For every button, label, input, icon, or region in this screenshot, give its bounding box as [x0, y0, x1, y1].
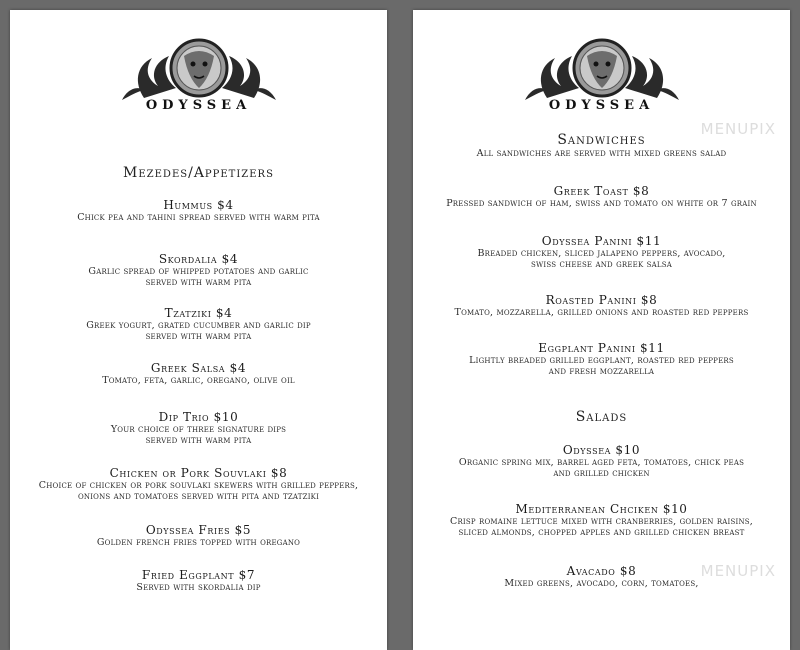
item-name: Chicken or Pork Souvlaki $8 [109, 466, 288, 480]
menu-item-hummus [10, 198, 387, 223]
item-name: Odyssea Panini $11 [541, 234, 662, 248]
logo-emblem-icon [114, 28, 284, 108]
menu-item-greek-salsa [10, 361, 387, 386]
item-name: Greek Toast $8 [553, 184, 650, 198]
section-title: Sandwiches [557, 132, 646, 148]
item-description: Crisp romaine lettuce mixed with cranberries, golden raisins, [449, 516, 754, 527]
item-name: Avacado $8 [566, 564, 637, 578]
menu-item-roasted-panini [413, 293, 790, 318]
item-description: Mixed greens, avocado, corn, tomatoes, [504, 578, 699, 589]
item-name: Dip Trio $10 [158, 410, 239, 424]
item-name: Odyssea Fries $5 [145, 523, 252, 537]
menu-item-fried-eggplant [10, 568, 387, 593]
odyssea-logo [413, 28, 790, 128]
item-description: Organic spring mix, barrel aged feta, tomatoes, chick peas [458, 457, 745, 468]
item-name: Odyssea $10 [562, 443, 641, 457]
menu-item-odyssea-panini [413, 234, 790, 270]
item-description: Pressed sandwich of ham, swiss and tomato on white or 7 grain [446, 198, 757, 209]
item-description: sliced almonds, chopped apples and grilled chicken breast [458, 527, 745, 538]
item-name: Fried Eggplant $7 [141, 568, 256, 582]
menu-item-souvlaki [10, 466, 387, 502]
menu-item-greek-toast [413, 184, 790, 209]
menu-item-odyssea-fries [10, 523, 387, 548]
section-title: Mezedes/Appetizers [123, 165, 274, 181]
item-description: Breaded chicken, sliced jalapeno peppers, avocado, [477, 248, 726, 259]
menu-page-right [413, 10, 790, 650]
item-description: served with warm pita [145, 435, 252, 446]
item-name: Roasted Panini $8 [545, 293, 658, 307]
item-description: served with warm pita [145, 277, 252, 288]
section-appetizers [10, 165, 387, 181]
item-name: Mediterranean Chciken $10 [515, 502, 688, 516]
section-salads [413, 409, 790, 425]
item-description: and fresh mozzarella [548, 366, 655, 377]
watermark: MENUPIX [700, 120, 776, 138]
menu-item-eggplant-panini [413, 341, 790, 377]
item-description: swiss cheese and greek salsa [531, 259, 672, 270]
logo-wordmark: ODYSSEA [548, 98, 655, 113]
menu-item-mediterranean-chicken [413, 502, 790, 538]
menu-item-skordalia [10, 252, 387, 288]
menu-item-dip-trio [10, 410, 387, 446]
item-description: Lightly breaded grilled eggplant, roasted red peppers [469, 355, 734, 366]
item-name: Skordalia $4 [158, 252, 239, 266]
item-description: Tomato, mozzarella, grilled onions and roasted red peppers [454, 307, 749, 318]
item-description: Your choice of three signature dips [110, 424, 287, 435]
item-description: and grilled chicken [553, 468, 650, 479]
item-description: Choice of chicken or pork souvlaki skewers with grilled peppers, [38, 480, 359, 491]
odyssea-logo [10, 28, 387, 128]
item-description: Golden french fries topped with oregano [96, 537, 301, 548]
logo-wordmark: ODYSSEA [145, 98, 252, 113]
section-note: All sandwiches are served with mixed greens salad [476, 148, 727, 159]
item-description: served with warm pita [145, 331, 252, 342]
item-description: onions and tomatoes served with pita and tzatziki [77, 491, 320, 502]
item-description: Garlic spread of whipped potatoes and garlic [88, 266, 309, 277]
item-name: Hummus $4 [163, 198, 234, 212]
section-title: Salads [575, 409, 628, 425]
item-description: Served with skordalia dip [136, 582, 261, 593]
item-name: Greek Salsa $4 [150, 361, 247, 375]
item-name: Tzatziki $4 [164, 306, 233, 320]
menu-page-left [10, 10, 387, 650]
menu-item-tzatziki [10, 306, 387, 342]
watermark: MENUPIX [700, 562, 776, 580]
item-description: Greek yogurt, grated cucumber and garlic dip [86, 320, 311, 331]
item-description: Tomato, feta, garlic, oregano, olive oil [102, 375, 295, 386]
logo-emblem-icon [517, 28, 687, 108]
item-description: Chick pea and tahini spread served with warm pita [77, 212, 320, 223]
menu-item-odyssea-salad [413, 443, 790, 479]
item-name: Eggplant Panini $11 [538, 341, 665, 355]
